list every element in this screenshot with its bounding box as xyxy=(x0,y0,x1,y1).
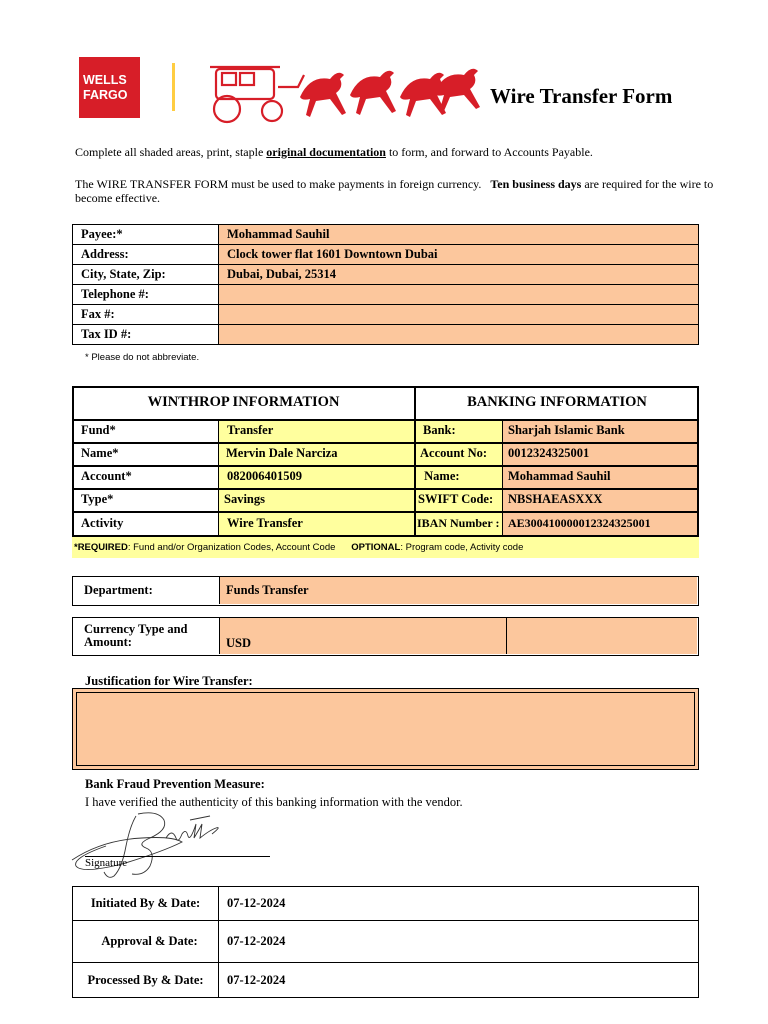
justification-label: Justification for Wire Transfer: xyxy=(85,674,253,688)
table-row xyxy=(73,325,699,345)
activity-field[interactable]: Wire Transfer xyxy=(218,511,415,536)
currency-label-2: Amount: xyxy=(84,635,132,649)
table-row xyxy=(73,225,699,245)
intro-2a: The WIRE TRANSFER FORM must be used to make payments in foreign currency. xyxy=(75,177,491,191)
optional-text: : Program code, Activity code xyxy=(400,542,524,553)
processed-field[interactable]: 07-12-2024 xyxy=(219,963,699,998)
account-label: Account* xyxy=(81,469,132,483)
swift-label: SWIFT Code: xyxy=(415,488,502,511)
intro-1a: Complete all shaded areas, print, staple xyxy=(75,145,267,159)
initiated-field[interactable]: 07-12-2024 xyxy=(219,887,699,921)
winthrop-banking-block xyxy=(72,386,699,536)
logo-line-1: WELLS xyxy=(83,72,127,87)
city-field[interactable]: Dubai, Dubai, 25314 xyxy=(219,265,699,285)
intro-2c: are required for the wire to become effective. xyxy=(75,177,714,205)
divider xyxy=(72,511,699,513)
fraud-statement: I have verified the authenticity of this banking information with the vendor. xyxy=(85,795,463,809)
justification-field[interactable] xyxy=(72,688,699,770)
table-row xyxy=(73,305,699,325)
beneficiary-name-field[interactable]: Mohammad Sauhil xyxy=(502,465,699,488)
amount-field[interactable] xyxy=(506,618,697,654)
fraud-heading: Bank Fraud Prevention Measure: xyxy=(85,777,265,791)
type-field[interactable]: Savings xyxy=(218,488,415,511)
swift-field[interactable]: NBSHAEASXXX xyxy=(502,488,699,511)
table-row xyxy=(73,921,699,963)
fax-field[interactable] xyxy=(219,305,699,325)
activity-label: Activity xyxy=(81,516,124,530)
iban-field[interactable]: AE300410000012324325001 xyxy=(502,511,699,536)
optional-label: OPTIONAL xyxy=(351,542,401,553)
payee-label: Payee:* xyxy=(73,225,219,245)
address-field[interactable]: Clock tower flat 1601 Downtown Dubai xyxy=(219,245,699,265)
tax-id-field[interactable] xyxy=(219,325,699,345)
approval-field[interactable]: 07-12-2024 xyxy=(219,921,699,963)
currency-label xyxy=(73,618,219,654)
divider xyxy=(72,386,74,536)
table-row xyxy=(73,963,699,998)
banking-heading: BANKING INFORMATION xyxy=(467,394,647,410)
currency-field[interactable]: USD xyxy=(219,618,506,654)
beneficiary-name-label: Name: xyxy=(415,465,502,488)
intro-paragraph-2 xyxy=(75,178,715,205)
account-no-label: Account No: xyxy=(415,442,502,465)
required-label: *REQUIRED xyxy=(74,542,128,553)
payee-table xyxy=(72,224,699,345)
tax-id-label: Tax ID #: xyxy=(73,325,219,345)
divider xyxy=(72,488,699,490)
justification-inner xyxy=(76,692,695,766)
signature-label: Signature xyxy=(85,857,128,869)
form-title: Wire Transfer Form xyxy=(490,84,673,108)
abbreviation-note: * Please do not abbreviate. xyxy=(85,352,200,363)
currency-row xyxy=(72,617,699,656)
divider xyxy=(697,386,699,536)
processed-label: Processed By & Date: xyxy=(73,963,219,998)
currency-label-1: Currency Type and xyxy=(84,622,188,636)
divider xyxy=(72,419,699,421)
processing-table xyxy=(72,886,699,998)
telephone-field[interactable] xyxy=(219,285,699,305)
logo-divider xyxy=(172,63,175,111)
bank-label: Bank: xyxy=(415,419,502,442)
divider xyxy=(72,465,699,467)
fund-label: Fund* xyxy=(81,423,116,437)
department-row xyxy=(72,576,699,606)
intro-1c: to form, and forward to Accounts Payable. xyxy=(385,145,593,159)
handwritten-signature xyxy=(66,808,246,883)
iban-label: IBAN Number : xyxy=(415,511,502,536)
winthrop-heading: WINTHROP INFORMATION xyxy=(147,394,340,410)
department-field[interactable]: Funds Transfer xyxy=(219,577,697,604)
intro-1b: original documentation xyxy=(266,145,386,159)
name-field[interactable]: Mervin Dale Narciza xyxy=(218,442,415,465)
telephone-label: Telephone #: xyxy=(73,285,219,305)
divider xyxy=(218,419,219,536)
intro-2b: Ten business days xyxy=(490,177,582,191)
divider xyxy=(502,419,503,536)
divider xyxy=(72,442,699,444)
stagecoach-icon xyxy=(200,57,485,125)
city-label: City, State, Zip: xyxy=(73,265,219,285)
fax-label: Fax #: xyxy=(73,305,219,325)
table-row xyxy=(73,245,699,265)
type-label: Type* xyxy=(81,492,114,506)
logo-line-2: FARGO xyxy=(83,87,128,102)
approval-label: Approval & Date: xyxy=(73,921,219,963)
department-label: Department: xyxy=(84,583,153,597)
bank-field[interactable]: Sharjah Islamic Bank xyxy=(502,419,699,442)
name-label: Name* xyxy=(81,446,119,460)
divider xyxy=(414,386,416,536)
table-row xyxy=(73,887,699,921)
table-row xyxy=(73,265,699,285)
account-field[interactable]: 082006401509 xyxy=(218,465,415,488)
wells-fargo-logo xyxy=(79,57,140,118)
table-row xyxy=(73,285,699,305)
fund-field[interactable]: Transfer xyxy=(218,419,415,442)
payee-field[interactable]: Mohammad Sauhil xyxy=(219,225,699,245)
address-label: Address: xyxy=(73,245,219,265)
required-text: : Fund and/or Organization Codes, Account Code xyxy=(127,542,352,553)
account-no-field[interactable]: 0012324325001 xyxy=(502,442,699,465)
initiated-label: Initiated By & Date: xyxy=(73,887,219,921)
divider xyxy=(72,386,699,388)
intro-paragraph-1 xyxy=(75,146,705,160)
required-note xyxy=(72,537,699,558)
